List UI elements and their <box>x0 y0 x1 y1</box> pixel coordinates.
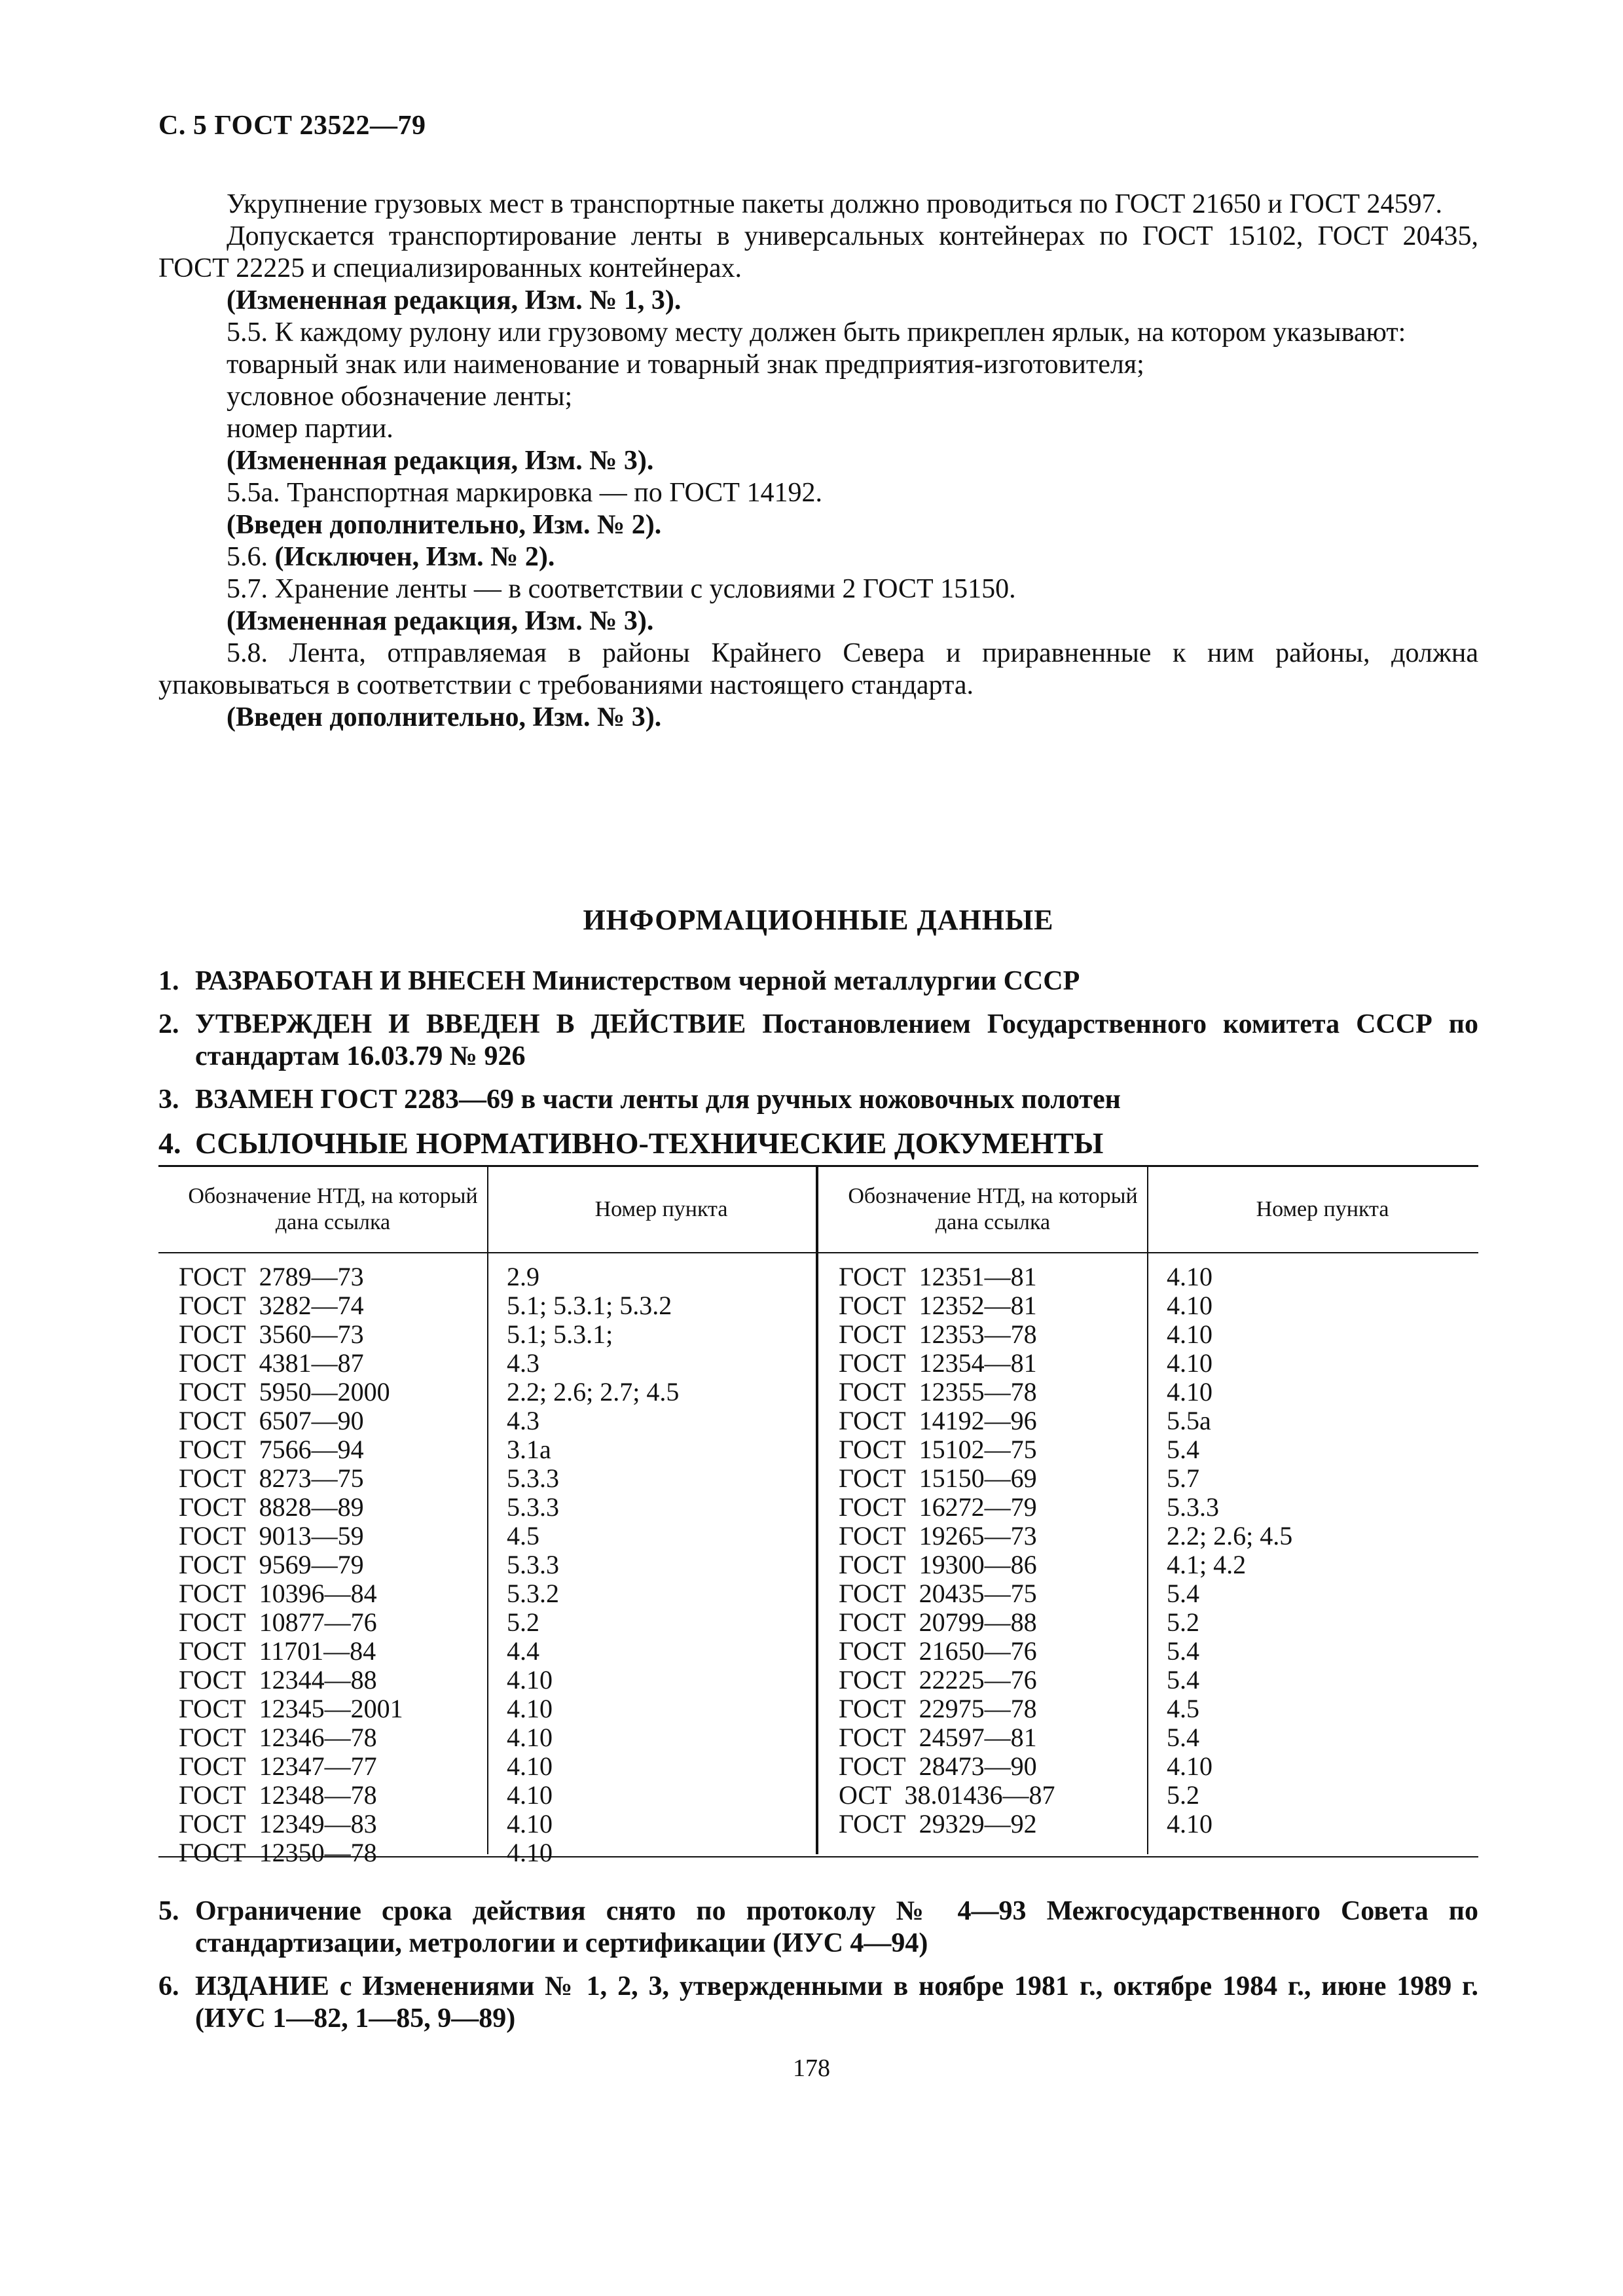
info-item <box>158 1009 1478 1073</box>
column-ntd-right <box>818 1253 1148 1854</box>
table-cell: ГОСТ 20435—75 <box>839 1579 1037 1608</box>
table-cell: 4.10 <box>1167 1348 1213 1378</box>
table-cell: 5.2 <box>1167 1780 1199 1810</box>
header-ntd-left: Обозначение НТД, на который дана ссылка <box>158 1167 488 1252</box>
table-cell: ГОСТ 15102—75 <box>839 1435 1037 1464</box>
table-cell: ГОСТ 9569—79 <box>179 1550 364 1579</box>
info-item-text: РАЗРАБОТАН И ВНЕСЕН Министерством черной металлургии СССР <box>195 966 1080 996</box>
table-cell: ГОСТ 12348—78 <box>179 1780 377 1810</box>
table-cell: 4.10 <box>507 1780 553 1810</box>
table-cell: ГОСТ 7566—94 <box>179 1435 364 1464</box>
bottom-list <box>158 1895 1478 2046</box>
info-item-text: Ограничение срока действия снято по протоколу № 4—93 Межгосударственного Совета по стандартизации, метрологии и сертификации (ИУС 4—94) <box>195 1896 1478 1958</box>
table-cell: 2.9 <box>507 1262 539 1291</box>
table-cell: 5.3.3 <box>507 1463 559 1493</box>
paragraph-5-6 <box>158 541 1478 573</box>
table-cell: 5.4 <box>1167 1665 1199 1695</box>
table-cell: ГОСТ 12347—77 <box>179 1751 377 1781</box>
header-item-right: Номер пункта <box>1256 1197 1389 1221</box>
info-item-text: ССЫЛОЧНЫЕ НОРМАТИВНО-ТЕХНИЧЕСКИЕ ДОКУМЕНТЫ <box>195 1126 1104 1160</box>
info-item <box>158 1084 1478 1116</box>
table-cell: ГОСТ 8828—89 <box>179 1492 364 1522</box>
table-cell: 5.3.3 <box>507 1492 559 1522</box>
table-cell: ГОСТ 3282—74 <box>179 1291 364 1320</box>
table-cell: ГОСТ 16272—79 <box>839 1492 1037 1522</box>
table-cell: ОСТ 38.01436—87 <box>839 1780 1055 1810</box>
paragraph: 5.5а. Транспортная маркировка — по ГОСТ 14192. <box>227 478 822 508</box>
table-cell: 4.10 <box>1167 1262 1213 1291</box>
table-cell: 3.1а <box>507 1435 551 1464</box>
table-cell: 2.2; 2.6; 4.5 <box>1167 1521 1293 1551</box>
table-cell: ГОСТ 12346—78 <box>179 1723 377 1752</box>
table-cell: 5.7 <box>1167 1463 1199 1493</box>
paragraph: Допускается транспортирование ленты в универсальных контейнерах по ГОСТ 15102, ГОСТ 20435, ГОСТ 22225 и специализированных контейнерах. <box>158 221 1478 283</box>
reference-table <box>158 1165 1478 1867</box>
paragraph-number: 5.6. <box>227 542 268 572</box>
table-cell: ГОСТ 19265—73 <box>839 1521 1037 1551</box>
table-cell: ГОСТ 12344—88 <box>179 1665 377 1695</box>
column-ntd-left <box>158 1253 488 1867</box>
table-cell: ГОСТ 3560—73 <box>179 1319 364 1349</box>
table-cell: 5.4 <box>1167 1435 1199 1464</box>
info-item <box>158 1127 1478 1159</box>
table-cell: 4.5 <box>1167 1694 1199 1723</box>
paragraph: Укрупнение грузовых мест в транспортные пакеты должно проводиться по ГОСТ 21650 и ГОСТ 24597. <box>227 189 1443 219</box>
table-cell: 4.4 <box>507 1636 539 1666</box>
info-item <box>158 965 1478 997</box>
table-cell: ГОСТ 12351—81 <box>839 1262 1037 1291</box>
table-cell: ГОСТ 15150—69 <box>839 1463 1037 1493</box>
table-cell: ГОСТ 24597—81 <box>839 1723 1037 1752</box>
table-cell: 4.10 <box>507 1723 553 1752</box>
table-cell: 4.3 <box>507 1406 539 1435</box>
table-cell: 5.4 <box>1167 1723 1199 1752</box>
table-cell: ГОСТ 5950—2000 <box>179 1377 390 1407</box>
page-header: С. 5 ГОСТ 23522—79 <box>158 111 426 141</box>
table-header <box>158 1167 1478 1253</box>
table-cell: 4.10 <box>507 1694 553 1723</box>
info-item-number: 5. <box>158 1896 179 1926</box>
table-cell: 5.4 <box>1167 1579 1199 1608</box>
table-cell: 4.10 <box>1167 1319 1213 1349</box>
table-cell: 5.2 <box>1167 1607 1199 1637</box>
table-cell: 5.3.3 <box>1167 1492 1219 1522</box>
table-cell: ГОСТ 14192—96 <box>839 1406 1037 1435</box>
table-cell: ГОСТ 10877—76 <box>179 1607 377 1637</box>
table-cell: 5.5а <box>1167 1406 1211 1435</box>
table-cell: ГОСТ 6507—90 <box>179 1406 364 1435</box>
table-cell: ГОСТ 10396—84 <box>179 1579 377 1608</box>
amendment-note: (Исключен, Изм. № 2). <box>274 542 555 572</box>
table-cell: ГОСТ 9013—59 <box>179 1521 364 1551</box>
table-cell: 4.3 <box>507 1348 539 1378</box>
table-cell: ГОСТ 4381—87 <box>179 1348 364 1378</box>
body-text <box>158 188 1478 734</box>
table-cell: 4.5 <box>507 1521 539 1551</box>
info-title: ИНФОРМАЦИОННЫЕ ДАННЫЕ <box>583 904 1054 936</box>
table-cell: ГОСТ 22225—76 <box>839 1665 1037 1695</box>
table-cell: ГОСТ 21650—76 <box>839 1636 1037 1666</box>
info-item <box>158 1895 1478 1960</box>
table-cell: ГОСТ 2789—73 <box>179 1262 364 1291</box>
amendment-note: (Введен дополнительно, Изм. № 3). <box>227 702 662 732</box>
table-cell: ГОСТ 8273—75 <box>179 1463 364 1493</box>
info-item-text: ИЗДАНИЕ с Изменениями № 1, 2, 3, утвержденными в ноябре 1981 г., октябре 1984 г., июне 1989 г. (ИУС 1—82, 1—85, 9—89) <box>195 1971 1478 2034</box>
column-item-right <box>1148 1253 1478 1854</box>
table-cell: 4.10 <box>507 1809 553 1839</box>
table-cell: 5.3.2 <box>507 1579 559 1608</box>
table-cell: ГОСТ 19300—86 <box>839 1550 1037 1579</box>
table-cell: ГОСТ 12352—81 <box>839 1291 1037 1320</box>
table-cell: ГОСТ 12354—81 <box>839 1348 1037 1378</box>
table-cell: 5.2 <box>507 1607 539 1637</box>
table-cell: ГОСТ 12350—78 <box>179 1838 377 1867</box>
info-item-number: 3. <box>158 1085 179 1115</box>
info-item-number: 2. <box>158 1009 179 1039</box>
table-cell: 5.3.3 <box>507 1550 559 1579</box>
paragraph: 5.5. К каждому рулону или грузовому месту должен быть прикреплен ярлык, на котором указывают: <box>227 317 1406 348</box>
paragraph: 5.8. Лента, отправляемая в районы Крайнего Севера и приравненные к ним районы, должна упаковываться в соответствии с требованиями настоящего стандарта. <box>158 638 1478 700</box>
info-list <box>158 965 1478 1170</box>
info-item-number: 6. <box>158 1971 179 2001</box>
amendment-note: (Введен дополнительно, Изм. № 2). <box>227 510 662 540</box>
table-cell: ГОСТ 12353—78 <box>839 1319 1037 1349</box>
table-cell: ГОСТ 11701—84 <box>179 1636 376 1666</box>
page-number: 178 <box>793 2054 830 2082</box>
amendment-note: (Измененная редакция, Изм. № 1, 3). <box>227 285 682 315</box>
table-cell: 4.10 <box>507 1665 553 1695</box>
info-item-text: ВЗАМЕН ГОСТ 2283—69 в части ленты для ручных ножовочных полотен <box>195 1085 1121 1115</box>
paragraph: номер партии. <box>227 414 393 444</box>
amendment-note: (Измененная редакция, Изм. № 3). <box>227 446 654 476</box>
column-item-left <box>488 1253 818 1867</box>
table-cell: ГОСТ 22975—78 <box>839 1694 1037 1723</box>
table-cell: 2.2; 2.6; 2.7; 4.5 <box>507 1377 680 1407</box>
header-ntd-right: Обозначение НТД, на который дана ссылка <box>818 1167 1148 1252</box>
paragraph: 5.7. Хранение ленты — в соответствии с условиями 2 ГОСТ 15150. <box>227 574 1016 604</box>
table-cell: 4.10 <box>507 1838 553 1867</box>
table-cell: 5.1; 5.3.1; 5.3.2 <box>507 1291 672 1320</box>
table-cell: 4.10 <box>507 1751 553 1781</box>
paragraph: условное обозначение ленты; <box>227 382 573 412</box>
table-cell: ГОСТ 12345—2001 <box>179 1694 403 1723</box>
info-item-number: 1. <box>158 966 179 996</box>
table-cell: 5.4 <box>1167 1636 1199 1666</box>
table-cell: 5.1; 5.3.1; <box>507 1319 613 1349</box>
paragraph: товарный знак или наименование и товарный знак предприятия-изготовителя; <box>227 350 1144 380</box>
table-cell: 4.1; 4.2 <box>1167 1550 1247 1579</box>
table-cell: ГОСТ 28473—90 <box>839 1751 1037 1781</box>
amendment-note: (Измененная редакция, Изм. № 3). <box>227 606 654 636</box>
table-cell: ГОСТ 12349—83 <box>179 1809 377 1839</box>
table-cell: ГОСТ 12355—78 <box>839 1377 1037 1407</box>
info-item-number: 4. <box>158 1126 181 1160</box>
header-item-left: Номер пункта <box>488 1167 818 1252</box>
table-cell: 4.10 <box>1167 1751 1213 1781</box>
info-item-text: УТВЕРЖДЕН И ВВЕДЕН В ДЕЙСТВИЕ Постановлением Государственного комитета СССР по стандартам 16.03.79 № 926 <box>195 1009 1478 1071</box>
table-cell: 4.10 <box>1167 1809 1213 1839</box>
table-cell: ГОСТ 29329—92 <box>839 1809 1037 1839</box>
table-cell: ГОСТ 20799—88 <box>839 1607 1037 1637</box>
table-cell: 4.10 <box>1167 1291 1213 1320</box>
table-cell: 4.10 <box>1167 1377 1213 1407</box>
table-body <box>158 1253 1478 1867</box>
info-item <box>158 1971 1478 2035</box>
